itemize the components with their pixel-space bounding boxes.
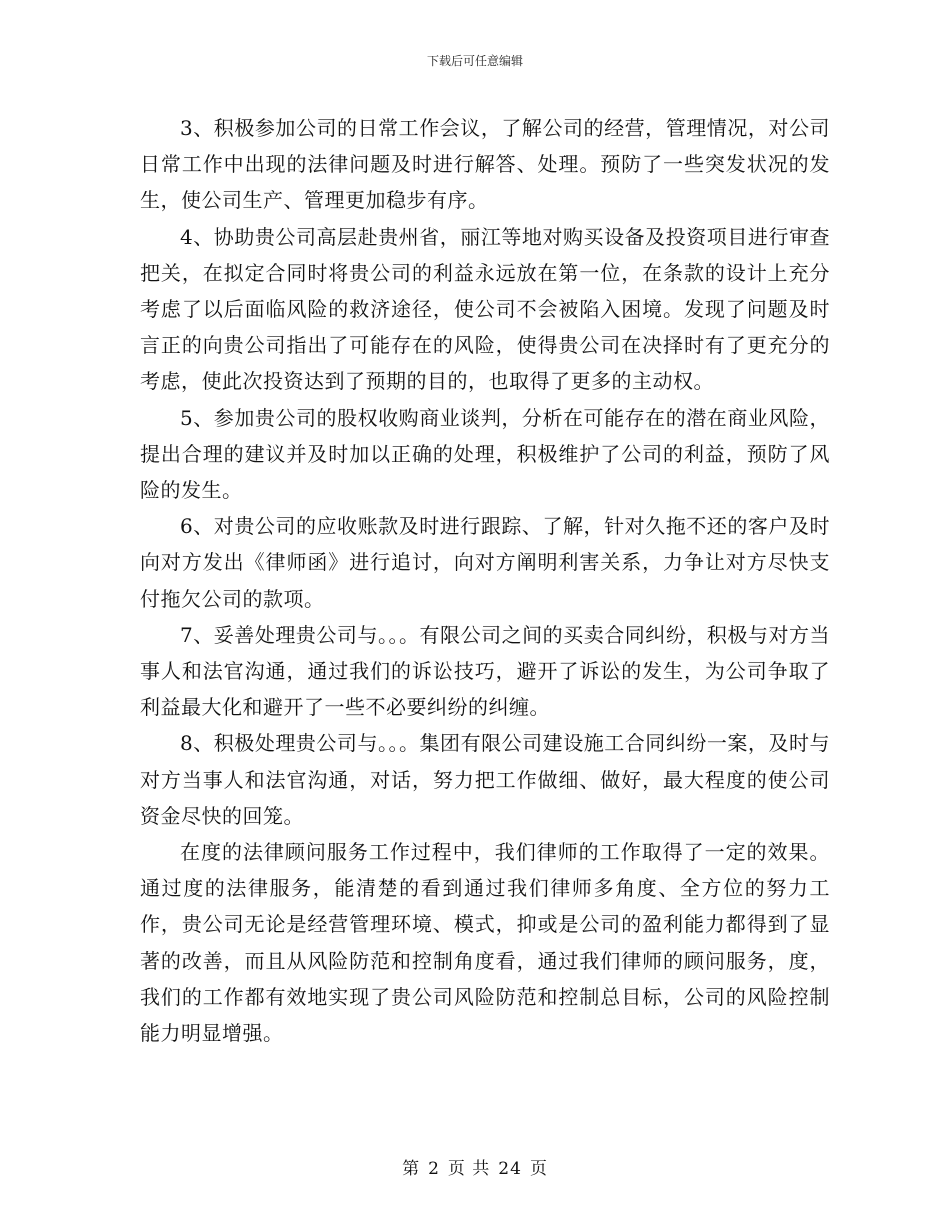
paragraph-item-5: 5、参加贵公司的股权收购商业谈判，分析在可能存在的潜在商业风险，提出合理的建议并及时加以正确的处理，积极维护了公司的利益，预防了风险的发生。 (140, 405, 830, 503)
paragraph-item-6: 6、对贵公司的应收账款及时进行跟踪、了解，针对久拖不还的客户及时向对方发出《律师函》进行追讨，向对方阐明利害关系，力争让对方尽快支付拖欠公司的款项。 (140, 514, 830, 611)
page-header: 下载后可任意编辑 (426, 54, 523, 68)
paragraph-item-8: 8、积极处理贵公司与。。。集团有限公司建设施工合同纠纷一案，及时与对方当事人和法官沟通，对话，努力把工作做细、做好，最大程度的使公司资金尽快的回笼。 (140, 731, 830, 828)
paragraph-summary: 在度的法律顾问服务工作过程中，我们律师的工作取得了一定的效果。通过度的法律服务，能清楚的看到通过我们律师多角度、全方位的努力工作，贵公司无论是经营管理环境、模式，抑或是公司的盈利能力都得到了显著的改善，而且从风险防范和控制角度看，通过我们律师的顾问服务，度，我们的工作都有效地实现了贵公司风险防范和控制总目标，公司的风险控制能力明显增强。 (140, 840, 830, 1046)
footer-prefix: 第 (402, 1159, 421, 1179)
footer-middle: 页 共 (447, 1159, 491, 1179)
footer-suffix: 页 (529, 1159, 548, 1179)
page-footer (0, 1154, 950, 1179)
paragraph-item-3: 3、积极参加公司的日常工作会议，了解公司的经营，管理情况，对公司日常工作中出现的法律问题及时进行解答、处理。预防了一些突发状况的发生，使公司生产、管理更加稳步有序。 (140, 116, 830, 213)
paragraph-item-4: 4、协助贵公司高层赴贵州省，丽江等地对购买设备及投资项目进行审查把关，在拟定合同时将贵公司的利益永远放在第一位，在条款的设计上充分考虑了以后面临风险的救济途径，使公司不会被陷入困境。发现了问题及时言正的向贵公司指出了可能存在的风险，使得贵公司在决择时有了更充分的考虑，使此次投资达到了预期的目的，也取得了更多的主动权。 (140, 224, 830, 394)
footer-total-pages: 24 (498, 1159, 522, 1179)
paragraph-item-7: 7、妥善处理贵公司与。。。有限公司之间的买卖合同纠纷，积极与对方当事人和法官沟通，通过我们的诉讼技巧，避开了诉讼的发生，为公司争取了利益最大化和避开了一些不必要纠纷的纠缠。 (140, 622, 830, 720)
footer-page-number: 2 (428, 1159, 440, 1179)
document-body (140, 110, 830, 1051)
